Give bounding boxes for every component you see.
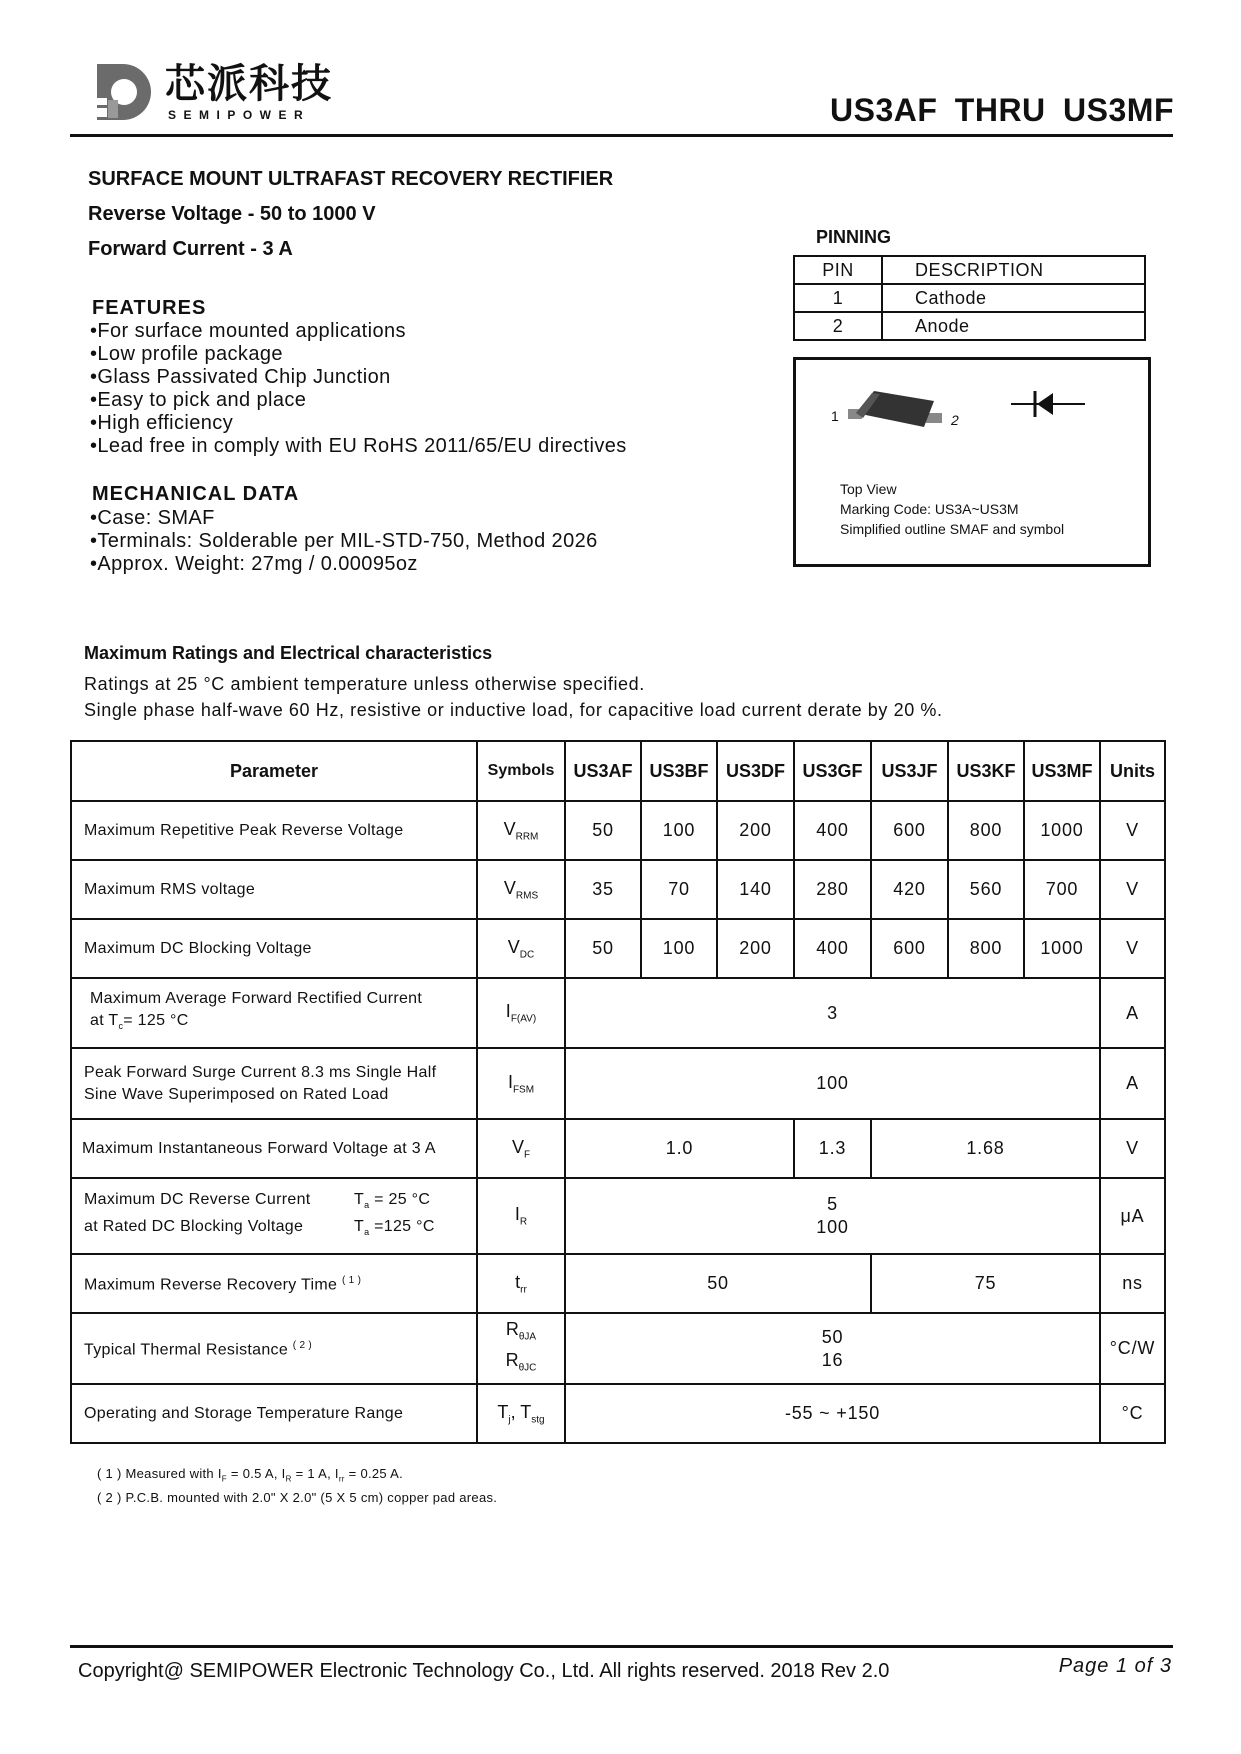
symbol-ir: $I_R$	[477, 1178, 565, 1254]
unit-cell: °C/W	[1100, 1313, 1165, 1384]
features-list	[90, 320, 627, 458]
value-cell: -55 ~ +150	[565, 1384, 1100, 1443]
header-us3gf: US3GF	[794, 741, 871, 801]
semipower-logo-icon	[93, 56, 157, 126]
pin-description: Cathode	[882, 284, 1145, 312]
header-us3af: US3AF	[565, 741, 641, 801]
unit-cell: V	[1100, 860, 1165, 919]
header-symbols: Symbols	[477, 741, 565, 801]
unit-cell: μA	[1100, 1178, 1165, 1254]
feature-item: • High efficiency	[90, 412, 627, 435]
value-cell: 280	[794, 860, 871, 919]
pin2-label: 2	[951, 412, 959, 428]
diode-symbol-icon	[1011, 388, 1085, 420]
param-ir: Maximum DC Reverse Current $T_a = 25$ °C at Rated DC Blocking Voltage $T_a =125$ °C	[71, 1178, 477, 1254]
pin-description: Anode	[882, 312, 1145, 340]
footnote-2: ( 2 ) P.C.B. mounted with 2.0" X 2.0" (5 X 5 cm) copper pad areas.	[97, 1490, 498, 1505]
document-title: US3AF THRU US3MF	[829, 92, 1174, 128]
table-row	[71, 1313, 1165, 1384]
pin1-label: 1	[831, 408, 839, 424]
header-units: Units	[1100, 741, 1165, 801]
param-temperature: Operating and Storage Temperature Range	[71, 1384, 477, 1443]
value-cell: 50	[565, 919, 641, 978]
value-cell: 400	[794, 801, 871, 860]
electrical-characteristics-table	[70, 740, 1166, 1444]
table-row	[71, 919, 1165, 978]
value-cell: 420	[871, 860, 948, 919]
table-row	[71, 978, 1165, 1048]
value-cell: 70	[641, 860, 717, 919]
value-cell: 800	[948, 919, 1024, 978]
value-cell: 50 16	[565, 1313, 1100, 1384]
header-us3mf: US3MF	[1024, 741, 1100, 801]
logo-english-name: SEMIPOWER	[168, 108, 311, 122]
mechanical-item: • Case: SMAF	[90, 507, 598, 530]
value-cell: 75	[871, 1254, 1100, 1313]
feature-item: • Glass Passivated Chip Junction	[90, 366, 627, 389]
unit-cell: V	[1100, 1119, 1165, 1178]
value-cell: 100	[641, 801, 717, 860]
symbol-vf: $V_F$	[477, 1119, 565, 1178]
value-cell: 600	[871, 801, 948, 860]
header-us3kf: US3KF	[948, 741, 1024, 801]
value-cell: 1.3	[794, 1119, 871, 1178]
ratings-note-load: Single phase half-wave 60 Hz, resistive or inductive load, for capacitive load current derate by 20 %.	[84, 700, 943, 720]
pin-number: 1	[794, 284, 882, 312]
pin-number: 2	[794, 312, 882, 340]
caption-line: Simplified outline SMAF and symbol	[840, 521, 1065, 537]
package-outline-box	[793, 357, 1151, 567]
mechanical-item: • Terminals: Solderable per MIL-STD-750, Method 2026	[90, 530, 598, 553]
forward-current-spec: Forward Current - 3 A	[88, 238, 293, 260]
symbol-temperature: $T_j$, $T_{stg}$	[477, 1384, 565, 1443]
symbol-vrrm: $V_{RRM}$	[477, 801, 565, 860]
header-divider	[70, 134, 1173, 137]
mechanical-data-list	[90, 507, 598, 576]
value-cell: 50	[565, 801, 641, 860]
feature-item: • For surface mounted applications	[90, 320, 627, 343]
value-cell: 400	[794, 919, 871, 978]
pinning-table	[793, 255, 1146, 341]
mechanical-data-title: MECHANICAL DATA	[92, 483, 300, 505]
product-description: SURFACE MOUNT ULTRAFAST RECOVERY RECTIFIER	[88, 168, 614, 190]
unit-cell: °C	[1100, 1384, 1165, 1443]
ratings-note-temperature: Ratings at 25 °C ambient temperature unless otherwise specified.	[84, 674, 645, 694]
value-cell: 100	[565, 1048, 1100, 1119]
table-row	[71, 1048, 1165, 1119]
param-vrrm: Maximum Repetitive Peak Reverse Voltage	[71, 801, 477, 860]
unit-cell: ns	[1100, 1254, 1165, 1313]
table-row	[71, 1178, 1165, 1254]
footer-divider	[70, 1645, 1173, 1648]
header-us3jf: US3JF	[871, 741, 948, 801]
table-row	[71, 1384, 1165, 1443]
caption-line: Top View	[840, 481, 897, 497]
value-cell: 200	[717, 801, 794, 860]
value-cell: 1.68	[871, 1119, 1100, 1178]
symbol-vdc: $V_{DC}$	[477, 919, 565, 978]
symbol-trr: $t_{rr}$	[477, 1254, 565, 1313]
unit-cell: V	[1100, 801, 1165, 860]
features-title: FEATURES	[92, 297, 207, 319]
value-cell: 3	[565, 978, 1100, 1048]
param-ifav: Maximum Average Forward Rectified Current at $T_c= 125$ °C	[71, 978, 477, 1048]
pinning-title: PINNING	[816, 227, 892, 247]
value-cell: 1000	[1024, 919, 1100, 978]
header-us3bf: US3BF	[641, 741, 717, 801]
value-cell: 560	[948, 860, 1024, 919]
table-row	[71, 1254, 1165, 1313]
table-row	[71, 1119, 1165, 1178]
symbol-ifav: $I_{F(AV)}$	[477, 978, 565, 1048]
caption-line: Marking Code: US3A~US3M	[840, 501, 1019, 517]
unit-cell: A	[1100, 978, 1165, 1048]
param-vrms: Maximum RMS voltage	[71, 860, 477, 919]
value-cell: 5 100	[565, 1178, 1100, 1254]
param-vf: Maximum Instantaneous Forward Voltage at 3 A	[71, 1119, 477, 1178]
value-cell: 100	[641, 919, 717, 978]
value-cell: 50	[565, 1254, 871, 1313]
table-row	[71, 860, 1165, 919]
table-row	[71, 801, 1165, 860]
logo-chinese-name: 芯派科技	[165, 61, 333, 107]
value-cell: 1.0	[565, 1119, 794, 1178]
smaf-package-icon	[846, 385, 946, 437]
value-cell: 140	[717, 860, 794, 919]
value-cell: 35	[565, 860, 641, 919]
value-cell: 200	[717, 919, 794, 978]
param-rth: Typical Thermal Resistance $^{( 2 )}$	[71, 1313, 477, 1384]
mechanical-item: • Approx. Weight: 27mg / 0.00095oz	[90, 553, 598, 576]
ratings-title: Maximum Ratings and Electrical characteristics	[84, 643, 493, 663]
param-ifsm: Peak Forward Surge Current 8.3 ms Single Half Sine Wave Superimposed on Rated Load	[71, 1048, 477, 1119]
unit-cell: V	[1100, 919, 1165, 978]
feature-item: • Low profile package	[90, 343, 627, 366]
symbol-ifsm: $I_{FSM}$	[477, 1048, 565, 1119]
value-cell: 600	[871, 919, 948, 978]
header-parameter: Parameter	[71, 741, 477, 801]
param-trr: Maximum Reverse Recovery Time $^{( 1 )}$	[71, 1254, 477, 1313]
pin-header: PIN	[794, 256, 882, 284]
package-caption	[840, 479, 1064, 539]
description-header: DESCRIPTION	[882, 256, 1145, 284]
symbol-rth: $R_{\theta JA}$ $R_{\theta JC}$	[477, 1313, 565, 1384]
copyright-text: Copyright@ SEMIPOWER Electronic Technology Co., Ltd. All rights reserved. 2018 Rev 2.0	[78, 1660, 890, 1682]
param-vdc: Maximum DC Blocking Voltage	[71, 919, 477, 978]
symbol-vrms: $V_{RMS}$	[477, 860, 565, 919]
footnote-1: ( 1 ) Measured with $I_F = 0.5$ A, $I_R = 1$ A, $I_{rr} = 0.25$ A.	[97, 1466, 404, 1484]
header-us3df: US3DF	[717, 741, 794, 801]
page-number: Page 1 of 3	[1058, 1655, 1172, 1677]
feature-item: • Easy to pick and place	[90, 389, 627, 412]
value-cell: 1000	[1024, 801, 1100, 860]
value-cell: 700	[1024, 860, 1100, 919]
value-cell: 800	[948, 801, 1024, 860]
feature-item: • Lead free in comply with EU RoHS 2011/65/EU directives	[90, 435, 627, 458]
reverse-voltage-spec: Reverse Voltage - 50 to 1000 V	[88, 203, 376, 225]
unit-cell: A	[1100, 1048, 1165, 1119]
